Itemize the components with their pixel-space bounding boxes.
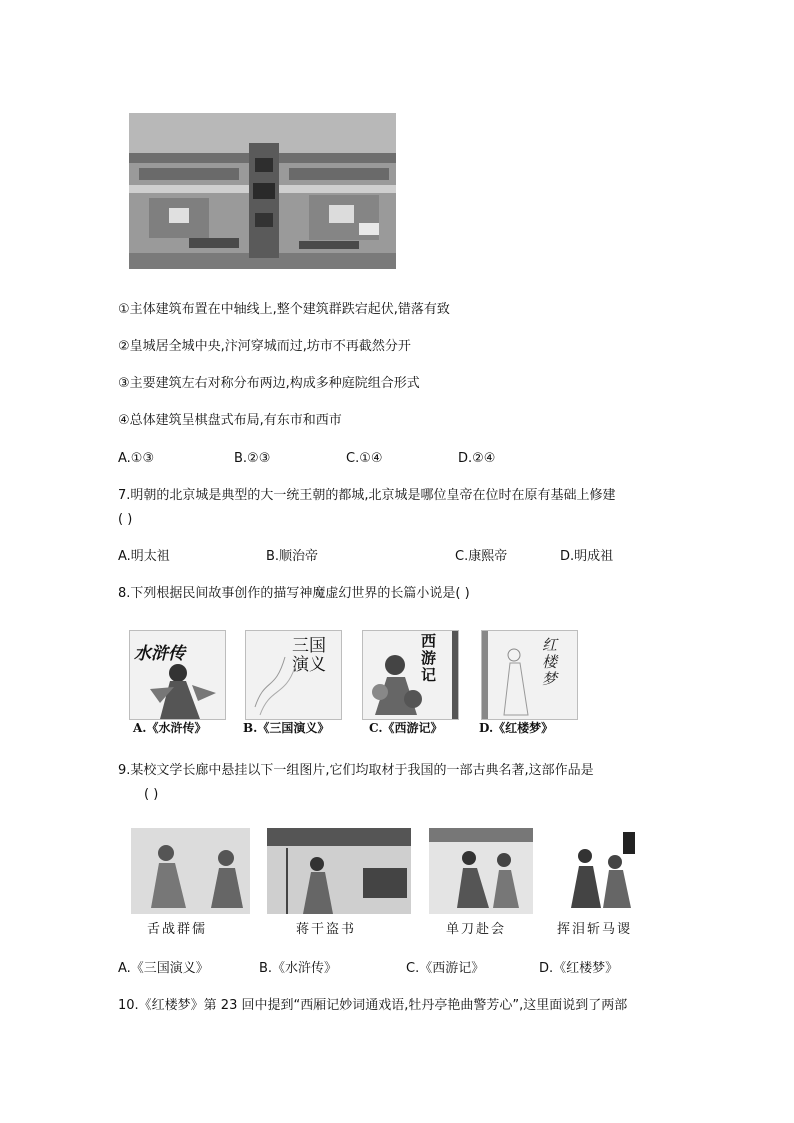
monkey-king-illustration-icon <box>365 647 445 717</box>
scene-4-illustration-icon <box>555 828 641 914</box>
cover-title-honglou: 红楼梦 <box>542 636 558 688</box>
lady-illustration-icon <box>490 637 545 717</box>
scene-caption-1: 舌战群儒 <box>147 922 208 937</box>
q9-stem-line-1: 9.某校文学长廊中悬挂以下一组图片,它们均取材于我国的一部古典名著,这部作品是 <box>118 763 594 778</box>
q6-option-4: ④总体建筑呈棋盘式布局,有东市和西市 <box>118 413 342 428</box>
scene-1-illustration-icon <box>131 828 250 914</box>
scene-picture-3 <box>429 828 533 914</box>
scene-caption-2: 蒋干盗书 <box>296 922 357 937</box>
scene-picture-2 <box>267 828 411 914</box>
q7-choice-b: B.顺治帝 <box>266 549 319 564</box>
scene-2-illustration-icon <box>267 828 411 914</box>
cover-pattern-icon <box>250 637 300 717</box>
book-caption-b: B.《三国演义》 <box>243 721 330 735</box>
scene-caption-3: 单刀赴会 <box>446 922 507 937</box>
q8-stem: 8.下列根据民间故事创作的描写神魔虚幻世界的长篇小说是( ) <box>118 586 470 601</box>
book-cover-xiyou <box>362 630 459 720</box>
cover-title-sanguo: 三国演义 <box>292 636 326 675</box>
scene-3-illustration-icon <box>429 828 533 914</box>
scene-picture-1 <box>131 828 250 914</box>
book-cover-shuihu <box>129 630 226 720</box>
q9-choice-c: C.《西游记》 <box>406 961 485 976</box>
book-caption-a: A.《水浒传》 <box>133 721 207 735</box>
book-caption-c: C.《西游记》 <box>369 721 443 735</box>
book-caption-d: D.《红楼梦》 <box>479 721 554 735</box>
q6-choice-d: D.②④ <box>458 451 496 466</box>
q9-choice-d: D.《红楼梦》 <box>539 961 619 976</box>
q7-choice-d: D.明成祖 <box>560 549 614 564</box>
q9-choice-b: B.《水浒传》 <box>259 961 338 976</box>
aerial-photo-graphic <box>129 113 396 269</box>
q7-stem-line-1: 7.明朝的北京城是典型的大一统王朝的都城,北京城是哪位皇帝在位时在原有基础上修建 <box>118 488 616 503</box>
q9-choice-a: A.《三国演义》 <box>118 961 209 976</box>
scene-caption-4: 挥泪斩马谡 <box>557 922 633 937</box>
figure-illustration-icon <box>130 659 225 719</box>
q7-stem-line-2: ( ) <box>118 512 133 527</box>
book-cover-honglou <box>481 630 578 720</box>
q6-choice-a: A.①③ <box>118 451 155 466</box>
q9-stem-line-2: ( ) <box>144 787 159 802</box>
forbidden-city-aerial-photo <box>129 113 396 269</box>
q6-option-3: ③主要建筑左右对称分布两边,构成多种庭院组合形式 <box>118 376 420 391</box>
q6-choice-c: C.①④ <box>346 451 383 466</box>
q10-stem: 10.《红楼梦》第 23 回中提到“西厢记妙词通戏语,牡丹亭艳曲警芳心”,这里面说到了两部 <box>118 998 628 1013</box>
q6-option-2: ②皇城居全城中央,汴河穿城而过,坊市不再截然分开 <box>118 339 411 354</box>
book-cover-sanguo <box>245 630 342 720</box>
q7-choice-a: A.明太祖 <box>118 549 170 564</box>
scene-picture-4 <box>555 828 641 914</box>
q6-option-1: ①主体建筑布置在中轴线上,整个建筑群跌宕起伏,错落有致 <box>118 302 450 317</box>
cover-title-xiyou: 西游记 <box>421 632 437 684</box>
cover-title-shuihu: 水浒传 <box>134 644 185 664</box>
q7-choice-c: C.康熙帝 <box>455 549 508 564</box>
book-captions-strip <box>129 717 576 737</box>
q6-choice-b: B.②③ <box>234 451 271 466</box>
